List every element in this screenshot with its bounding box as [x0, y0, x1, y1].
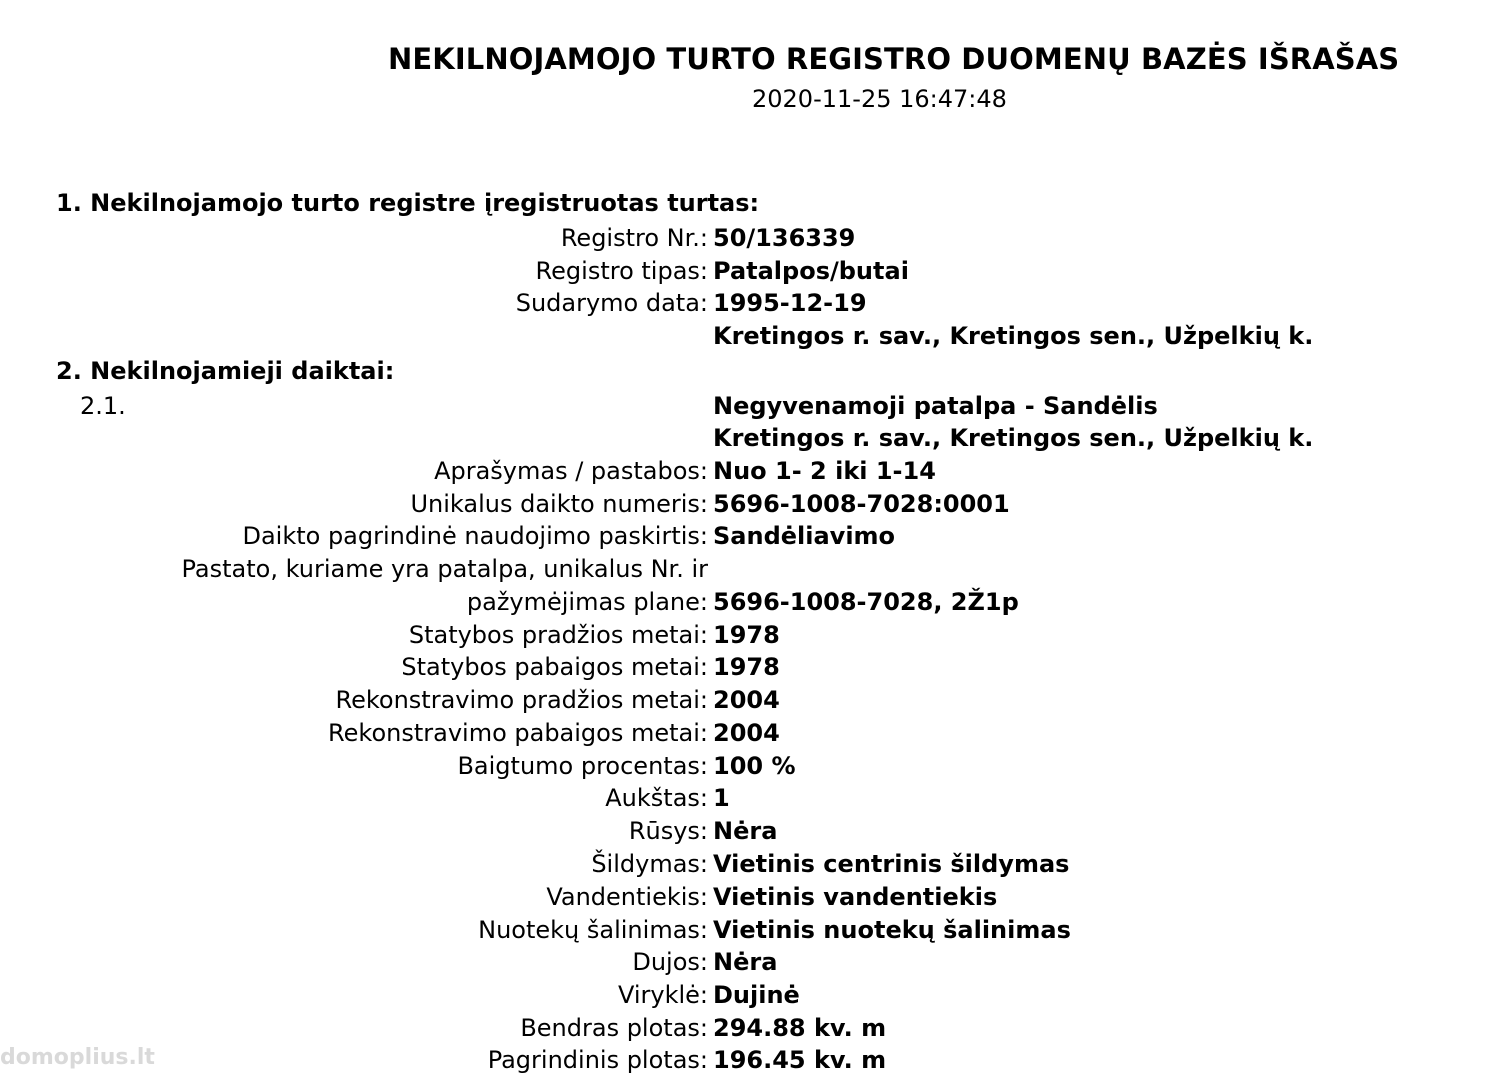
field-value: 294.88 kv. m	[713, 1014, 887, 1042]
item-number: 2.1.	[80, 392, 126, 420]
field-value: Nuo 1- 2 iki 1-14	[713, 457, 936, 485]
field-value: Dujinė	[713, 981, 800, 1009]
field-label: Pagrindinis plotas:	[487, 1046, 708, 1074]
field-value: 1978	[713, 621, 780, 649]
field-value: Nėra	[713, 948, 778, 976]
field-value: Vietinis nuotekų šalinimas	[713, 916, 1071, 944]
field-label: Aukštas:	[605, 784, 708, 812]
field-label: Viryklė:	[617, 981, 708, 1009]
field-label: Registro Nr.:	[560, 224, 708, 252]
field-value: Sandėliavimo	[713, 522, 896, 550]
field-value: 50/136339	[713, 224, 856, 252]
field-label: Registro tipas:	[535, 257, 708, 285]
field-label: Vandentiekis:	[546, 883, 708, 911]
field-label: Šildymas:	[591, 850, 708, 878]
field-label-line1: Pastato, kuriame yra patalpa, unikalus Nr. ir	[181, 555, 708, 583]
field-value: Nėra	[713, 817, 778, 845]
section-2-heading: 2. Nekilnojamieji daiktai:	[56, 357, 395, 385]
document-date: 2020-11-25 16:47:48	[752, 85, 1007, 113]
field-value: 5696-1008-7028:0001	[713, 490, 1010, 518]
field-label: Baigtumo procentas:	[457, 752, 708, 780]
item-title: Negyvenamoji patalpa - Sandėlis	[713, 392, 1158, 420]
field-label: Statybos pabaigos metai:	[401, 653, 708, 681]
field-label: Daikto pagrindinė naudojimo paskirtis:	[242, 522, 708, 550]
field-value: 1995-12-19	[713, 289, 867, 317]
field-value: 2004	[713, 686, 780, 714]
field-label: Statybos pradžios metai:	[408, 621, 708, 649]
field-label: Aprašymas / pastabos:	[434, 457, 708, 485]
field-value: 2004	[713, 719, 780, 747]
document-title: NEKILNOJAMOJO TURTO REGISTRO DUOMENŲ BAZĖS IŠRAŠAS	[388, 42, 1400, 76]
section-1-heading: 1. Nekilnojamojo turto registre įregistruotas turtas:	[56, 189, 760, 217]
field-value: 5696-1008-7028, 2Ž1p	[713, 588, 1019, 616]
field-label: Rekonstravimo pabaigos metai:	[328, 719, 708, 747]
field-label: Rekonstravimo pradžios metai:	[335, 686, 708, 714]
field-label: Rūsys:	[628, 817, 708, 845]
field-label: Nuotekų šalinimas:	[478, 916, 708, 944]
field-value: Vietinis vandentiekis	[713, 883, 998, 911]
field-value: 1978	[713, 653, 780, 681]
field-label: pažymėjimas plane:	[466, 588, 708, 616]
field-value: Vietinis centrinis šildymas	[713, 850, 1070, 878]
field-value: Patalpos/butai	[713, 257, 909, 285]
item-address: Kretingos r. sav., Kretingos sen., Užpelkių k.	[713, 424, 1314, 452]
field-label: Bendras plotas:	[520, 1014, 708, 1042]
field-label: Dujos:	[632, 948, 708, 976]
field-value: 100 %	[713, 752, 796, 780]
field-value: 196.45 kv. m	[713, 1046, 887, 1074]
field-value: 1	[713, 784, 730, 812]
field-label: Sudarymo data:	[515, 289, 708, 317]
address-value: Kretingos r. sav., Kretingos sen., Užpelkių k.	[713, 322, 1314, 350]
watermark: domoplius.lt	[0, 1045, 155, 1070]
field-label: Unikalus daikto numeris:	[410, 490, 708, 518]
